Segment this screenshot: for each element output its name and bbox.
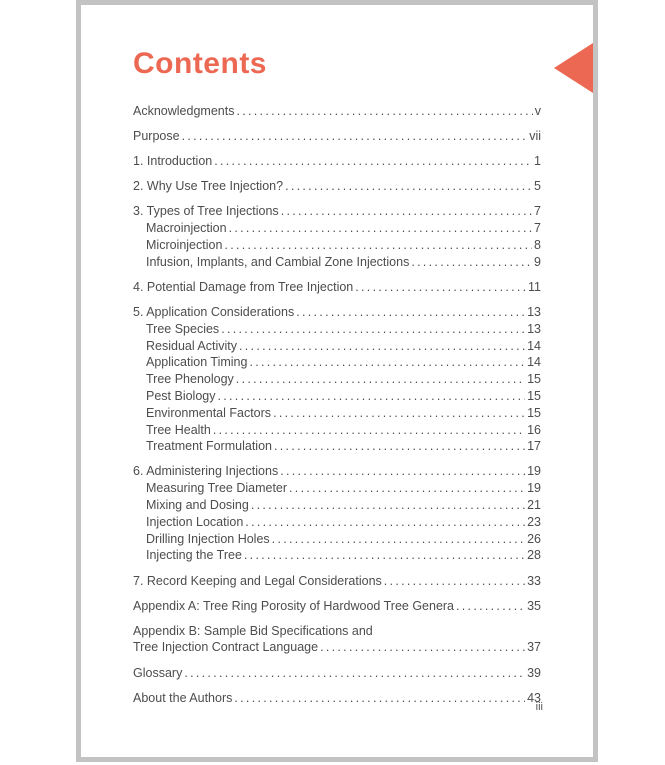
toc-entry [133,304,541,321]
toc-entry [146,371,541,388]
toc-entry-page: 7 [534,221,541,236]
toc-entry-label: Drilling Injection Holes [146,531,270,546]
toc-entry-label: Purpose [133,129,180,144]
toc-entry-page: 13 [527,304,541,319]
toc-entry [146,547,541,564]
toc-entry-label: Application Timing [146,355,248,370]
toc-entry [133,623,541,640]
dot-leader [221,321,525,338]
toc-entry [146,220,541,237]
toc-entry-label: Tree Species [146,321,220,336]
toc-entry [133,128,541,145]
dot-leader [251,497,525,514]
dot-leader [224,237,532,254]
toc-entry-label: Injection Location [146,514,244,529]
page-frame [76,0,598,762]
dot-leader [296,304,525,321]
dot-leader [245,514,525,531]
toc-entry-page: 14 [527,355,541,370]
toc-entry-page: 19 [527,481,541,496]
toc-entry [146,338,541,355]
toc-entry-label: Tree Injection Contract Language [133,640,319,655]
toc-entry-page: 5 [534,179,541,194]
toc-entry-page: 7 [534,204,541,219]
toc-entry-label: Appendix A: Tree Ring Porosity of Hardwood Tree Genera [133,598,455,613]
toc-entry-page: 9 [534,254,541,269]
toc-entry-page: 39 [527,665,541,680]
toc-entry [146,237,541,254]
toc-entry-page: 11 [528,279,541,294]
toc-entry-page: 17 [527,439,541,454]
toc-entry [146,480,541,497]
dot-leader [411,254,532,271]
toc-entry-page: 37 [527,640,541,655]
toc-entry-label: Mixing and Dosing [146,498,249,513]
dot-leader [184,665,525,682]
toc-entry-label: 1. Introduction [133,154,213,169]
toc-entry-label: Environmental Factors [146,405,272,420]
toc-entry-label: Pest Biology [146,388,216,403]
toc-entry [146,497,541,514]
toc-entry [146,321,541,338]
toc-entry-page: 21 [527,498,541,513]
page-title: Contents [133,47,267,80]
toc-entry-page: v [534,104,541,118]
dot-leader [355,279,526,296]
toc-entry-label: 2. Why Use Tree Injection? [133,179,284,194]
toc-entry [133,153,541,170]
toc-entry-page: 15 [527,388,541,403]
dot-leader [280,463,525,480]
toc-entry [146,354,541,371]
toc-entry [146,405,541,422]
dot-leader [456,598,525,615]
toc-entry-page: 15 [527,372,541,387]
toc-entry-page: 8 [534,237,541,252]
document-page [81,5,593,757]
toc-entry [133,573,541,590]
toc-entry-page: 28 [527,548,541,563]
toc-entry-label: Tree Phenology [146,372,234,387]
dot-leader [244,547,525,564]
dot-leader [281,203,532,220]
toc-entry-page: 1 [534,154,541,169]
toc-entry-label: Measuring Tree Diameter [146,481,288,496]
toc-entry [146,388,541,405]
toc-entry-label: Appendix B: Sample Bid Specifications and [133,623,373,638]
toc-entry [133,203,541,220]
toc-entry-page: 15 [527,405,541,420]
dot-leader [236,371,525,388]
toc-entry-label: Residual Activity [146,338,238,353]
dot-leader [320,639,525,656]
toc-entry-page: 26 [527,531,541,546]
toc-entry-label: 5. Application Considerations [133,304,295,319]
toc-entry-page: 16 [527,422,541,437]
toc-entry-label: 4. Potential Damage from Tree Injection [133,279,354,294]
toc-entry [146,514,541,531]
toc-entry-label: Tree Health [146,422,211,437]
toc-entry-page: 33 [527,573,541,588]
toc-entry-page: 35 [527,598,541,613]
toc-entry [146,531,541,548]
toc-entry-label: Microinjection [146,237,223,252]
dot-leader [213,422,525,439]
toc-entry-label: 3. Types of Tree Injections [133,204,279,219]
dot-leader [214,153,532,170]
toc-entry-label: 6. Administering Injections [133,464,279,479]
dot-leader [182,128,528,145]
corner-triangle-decoration [554,43,593,93]
toc-entry-label: Infusion, Implants, and Cambial Zone Injections [146,254,410,269]
toc-entry-label: Injecting the Tree [146,548,242,563]
toc-entry [133,639,541,656]
toc-entry [133,103,541,120]
dot-leader [239,338,525,355]
toc-entry-page: 13 [527,321,541,336]
dot-leader [249,354,525,371]
toc-entry-page: 43 [527,690,541,705]
toc-entry-label: Acknowledgments [133,104,235,118]
toc-entry-page: 14 [527,338,541,353]
table-of-contents [133,103,541,706]
toc-entry [133,279,541,296]
toc-entry [146,254,541,271]
toc-entry [133,598,541,615]
page-number: iii [535,701,543,713]
dot-leader [274,438,525,455]
toc-entry-label: About the Authors [133,690,233,705]
toc-entry [146,422,541,439]
toc-entry-label: 7. Record Keeping and Legal Considerations [133,573,382,588]
dot-leader [217,388,525,405]
toc-entry [133,463,541,480]
dot-leader [285,178,532,195]
toc-entry-label: Treatment Formulation [146,439,272,454]
toc-entry [133,665,541,682]
toc-entry-label: Glossary [133,665,183,680]
dot-leader [229,220,532,237]
toc-entry-label: Macroinjection [146,221,227,236]
toc-entry-page: 23 [527,514,541,529]
dot-leader [289,480,525,497]
toc-entry-page: vii [529,129,541,144]
dot-leader [384,573,525,590]
dot-leader [272,531,525,548]
dot-leader [236,103,532,120]
toc-entry-page: 19 [527,464,541,479]
dot-leader [273,405,525,422]
toc-entry [133,178,541,195]
toc-entry [146,438,541,455]
